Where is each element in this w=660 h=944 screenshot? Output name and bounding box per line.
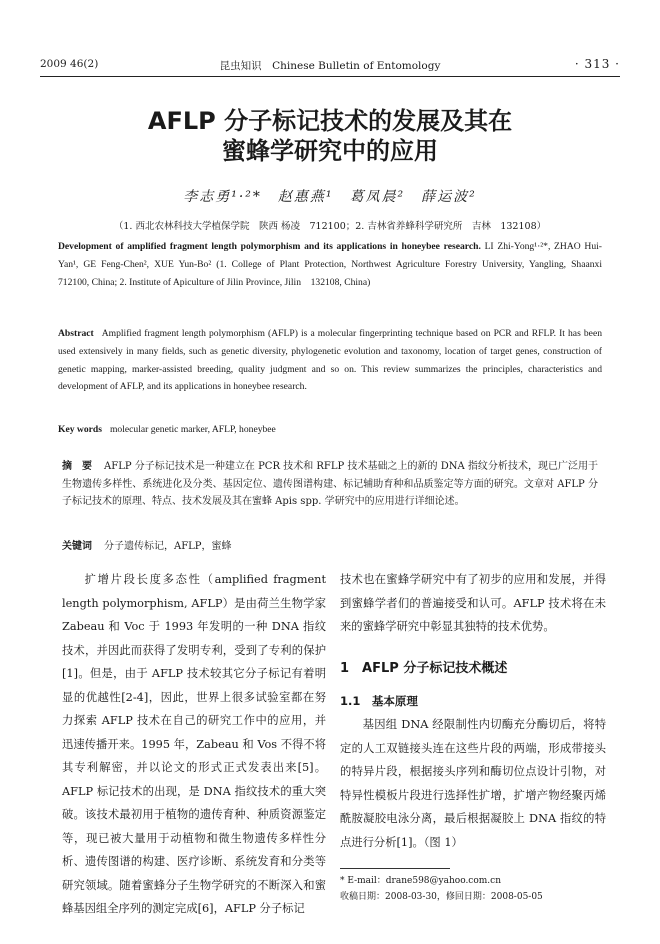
english-abstract [58,325,602,396]
english-keywords-text: molecular genetic marker, AFLP, honeybee [109,424,276,435]
english-authors-affiliations: LI Zhi-Yong¹·²*, ZHAO Hui-Yan¹, GE Feng-Chen², XUE Yun-Bo² (1. College of Plant Protection, Northwest Agriculture Forestry University, Yangling, Shaanxi 712100, China; 2. Institute of Apiculture of Jilin Province, Jilin 132108, China) [58,241,612,288]
author-list: 李志勇¹·²* 赵惠燕¹ 葛凤晨² 薛运波² [183,189,477,205]
english-keywords [58,424,602,435]
section-heading: 1 AFLP 分子标记技术概述 [340,660,508,676]
footnote-dates: 收稿日期：2008-03-30，修回日期：2008-05-05 [340,892,543,902]
body-column-right [340,568,606,905]
body-column-left [62,568,326,921]
english-title-block [58,238,612,291]
body-paragraph: 技术也在蜜蜂学研究中有了初步的应用和发展，并得到蜜蜂学者们的普遍接受和认可。AFLP 技术将在未来的蜜蜂学研究中彰显其独特的技术优势。 [340,573,606,633]
chinese-keywords-text: 分子遗传标记，AFLP，蜜蜂 [104,541,232,552]
footnote-rule [340,868,450,869]
english-abstract-label: Abstract [58,328,94,339]
title-line-2: 蜜蜂学研究中的应用 [222,137,438,165]
body-paragraph: 扩增片段长度多态性（amplified fragment length polymorphism, AFLP）是由荷兰生物学家 Zabeau 和 Voc 于 1993 年发明的一种 DNA 指纹技术，并因此而获得了发明专利，受到了专利的保护[1]。但是，由于 AFLP 技术较其它分子标记有着明显的优越性[2-4]，因此，世界上很多试验室都在努力探索 AFLP 技术在自己的研究工作中的应用，并迅速传播开来。1995 年，Zabeau 和 Vos 不得不将其专利解密，并以论文的形式正式发表出来[5]。AFLP 标记技术的出现，是 DNA 指纹技术的重大突破。该技术最初用于植物的遗传育种、种质资源鉴定等，现已被大量用于动植物和微生物遗传多样性分析、遗传图谱的构建、医疗诊断、系统发育和分类等研究领域。随着蜜蜂分子生物学研究的不断深入和蜜蜂基因组全序列的测定完成[6]，AFLP 分子标记 [62,573,326,915]
journal-name: 昆虫知识 Chinese Bulletin of Entomology [219,60,441,72]
chinese-abstract [62,458,598,511]
english-abstract-text: Amplified fragment length polymorphism (AFLP) is a molecular fingerprinting technique based on PCR and RFLP. It has been used extensively in many fields, such as genetic diversity, phylogenetic evolution and taxonomy, location of target genes, construction of genetic mapping, marker-assisted breeding, quality judgment and so on. This review summarizes the principles, characteristics and development of AFLP, and its applications in honeybee research. [58,328,602,393]
subsection-heading: 1.1 基本原理 [340,694,418,708]
article-title [40,106,620,166]
header-rule [40,76,620,77]
chinese-abstract-text: AFLP 分子标记技术是一种建立在 PCR 技术和 RFLP 技术基础之上的新的 DNA 指纹分析技术，现已广泛用于生物遗传多样性、系统进化及分类、基因定位、遗传图谱构建、标记辅助育种和品质鉴定等方面的研究。文章对 AFLP 分子标记技术的原理、特点、技术发展及其在蜜蜂 Apis spp. 学研究中的应用进行详细论述。 [62,461,599,507]
page-number: · 313 · [574,57,620,71]
affiliation: （1. 西北农林科技大学植保学院 陕西 杨凌 712100；2. 吉林省养蜂科学研究所 吉林 132108） [113,221,547,232]
title-line-1: AFLP 分子标记技术的发展及其在 [147,107,513,135]
chinese-keywords [62,537,598,552]
english-keywords-label: Key words [58,424,102,435]
chinese-abstract-label: 摘 要 [62,461,93,472]
body-paragraph: 基因组 DNA 经限制性内切酶充分酶切后，将特定的人工双链接头连在这些片段的两端，形成带接头的特异片段，根据接头序列和酶切位点设计引物，对特异性模板片段进行选择性扩增，扩增产物经聚丙烯酰胺凝胶电泳分离，最后根据凝胶上 DNA 指纹的特点进行分析[1]。（图 1） [340,718,606,849]
english-title: Development of amplified fragment length polymorphism and its applications in honeybee research. [58,241,481,252]
chinese-keywords-label: 关键词 [62,541,92,552]
journal-issue: 2009 46(2) [40,58,99,70]
running-header [40,58,620,74]
footnote-email: * E-mail：drane598@yahoo.com.cn [340,876,502,886]
